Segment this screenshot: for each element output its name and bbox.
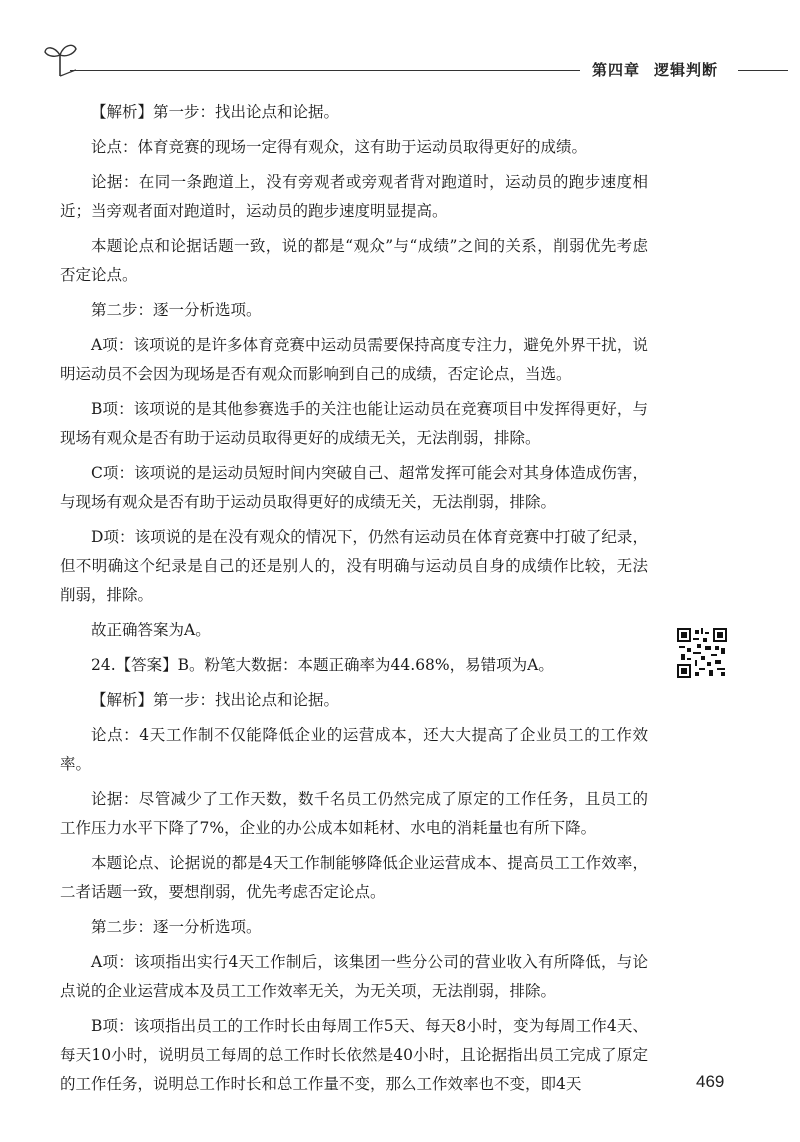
qr-code-icon[interactable] <box>677 628 727 678</box>
paragraph-argument-24: 论点：4天工作制不仅能降低企业的运营成本，还大大提高了企业员工的工作效率。 <box>60 726 648 773</box>
paragraph-evidence-23: 论据：在同一条跑道上，没有旁观者或旁观者背对跑道时，运动员的跑步速度相近；当旁观者面对跑道时，运动员的跑步速度明显提高。 <box>60 173 648 220</box>
paragraph-option-b-23: B项：该项说的是其他参赛选手的关注也能让运动员在竞赛项目中发挥得更好，与现场有观众是否有助于运动员取得更好的成绩无关，无法削弱，排除。 <box>60 400 648 447</box>
page-header <box>0 0 800 90</box>
paragraph-analysis-23-heading: 【解析】第一步：找出论点和论据。 <box>91 103 340 121</box>
chapter-number: 第四章 <box>592 61 641 79</box>
paragraph-topic-23: 本题论点和论据话题一致，说的都是“观众”与“成绩”之间的关系，削弱优先考虑否定论点。 <box>60 237 648 284</box>
paragraph-option-b-24: B项：该项指出员工的工作时长由每周工作5天、每天8小时，变为每周工作4天、每天10小时，说明员工每周的总工作时长依然是40小时，且论据指出员工完成了原定的工作任务，说明总工作时长和总工作量不变，那么工作效率也不变，即4天 <box>60 1017 648 1093</box>
paragraph-evidence-24: 论据：尽管减少了工作天数，数千名员工仍然完成了原定的工作任务，且员工的工作压力水平下降了7%，企业的办公成本如耗材、水电的消耗量也有所下降。 <box>60 790 648 837</box>
paragraph-step2-23: 第二步：逐一分析选项。 <box>91 301 262 319</box>
chapter-heading <box>592 59 732 80</box>
chapter-title: 逻辑判断 <box>654 61 719 79</box>
paragraph-step2-24: 第二步：逐一分析选项。 <box>91 918 262 936</box>
header-rule-left <box>70 70 580 71</box>
paragraph-topic-24: 本题论点、论据说的都是4天工作制能够降低企业运营成本、提高员工工作效率，二者话题一致，要想削弱，优先考虑否定论点。 <box>60 854 648 901</box>
paragraph-option-d-23: D项：该项说的是在没有观众的情况下，仍然有运动员在体育竞赛中打破了纪录，但不明确这个纪录是自己的还是别人的，没有明确与运动员自身的成绩作比较，无法削弱，排除。 <box>60 528 648 604</box>
paragraph-option-a-23: A项：该项说的是许多体育竞赛中运动员需要保持高度专注力，避免外界干扰，说明运动员不会因为现场是否有观众而影响到自己的成绩，否定论点，当选。 <box>60 336 648 383</box>
paragraph-option-a-24: A项：该项指出实行4天工作制后，该集团一些分公司的营业收入有所降低，与论点说的企业运营成本及员工工作效率无关，为无关项，无法削弱，排除。 <box>60 953 648 1000</box>
paragraph-answer-23: 故正确答案为A。 <box>91 621 211 639</box>
page-number: 469 <box>696 1072 725 1091</box>
paragraph-analysis-24-heading: 【解析】第一步：找出论点和论据。 <box>91 691 340 709</box>
paragraph-argument-23: 论点：体育竞赛的现场一定得有观众，这有助于运动员取得更好的成绩。 <box>91 138 588 156</box>
paragraph-answer-24: 24.【答案】B。粉笔大数据：本题正确率为44.68%，易错项为A。 <box>91 656 554 674</box>
sprout-icon <box>42 38 78 78</box>
paragraph-option-c-23: C项：该项说的是运动员短时间内突破自己、超常发挥可能会对其身体造成伤害，与现场有观众是否有助于运动员取得更好的成绩无关，无法削弱，排除。 <box>60 464 648 511</box>
header-rule-right <box>738 70 788 71</box>
body-text <box>60 98 648 1105</box>
